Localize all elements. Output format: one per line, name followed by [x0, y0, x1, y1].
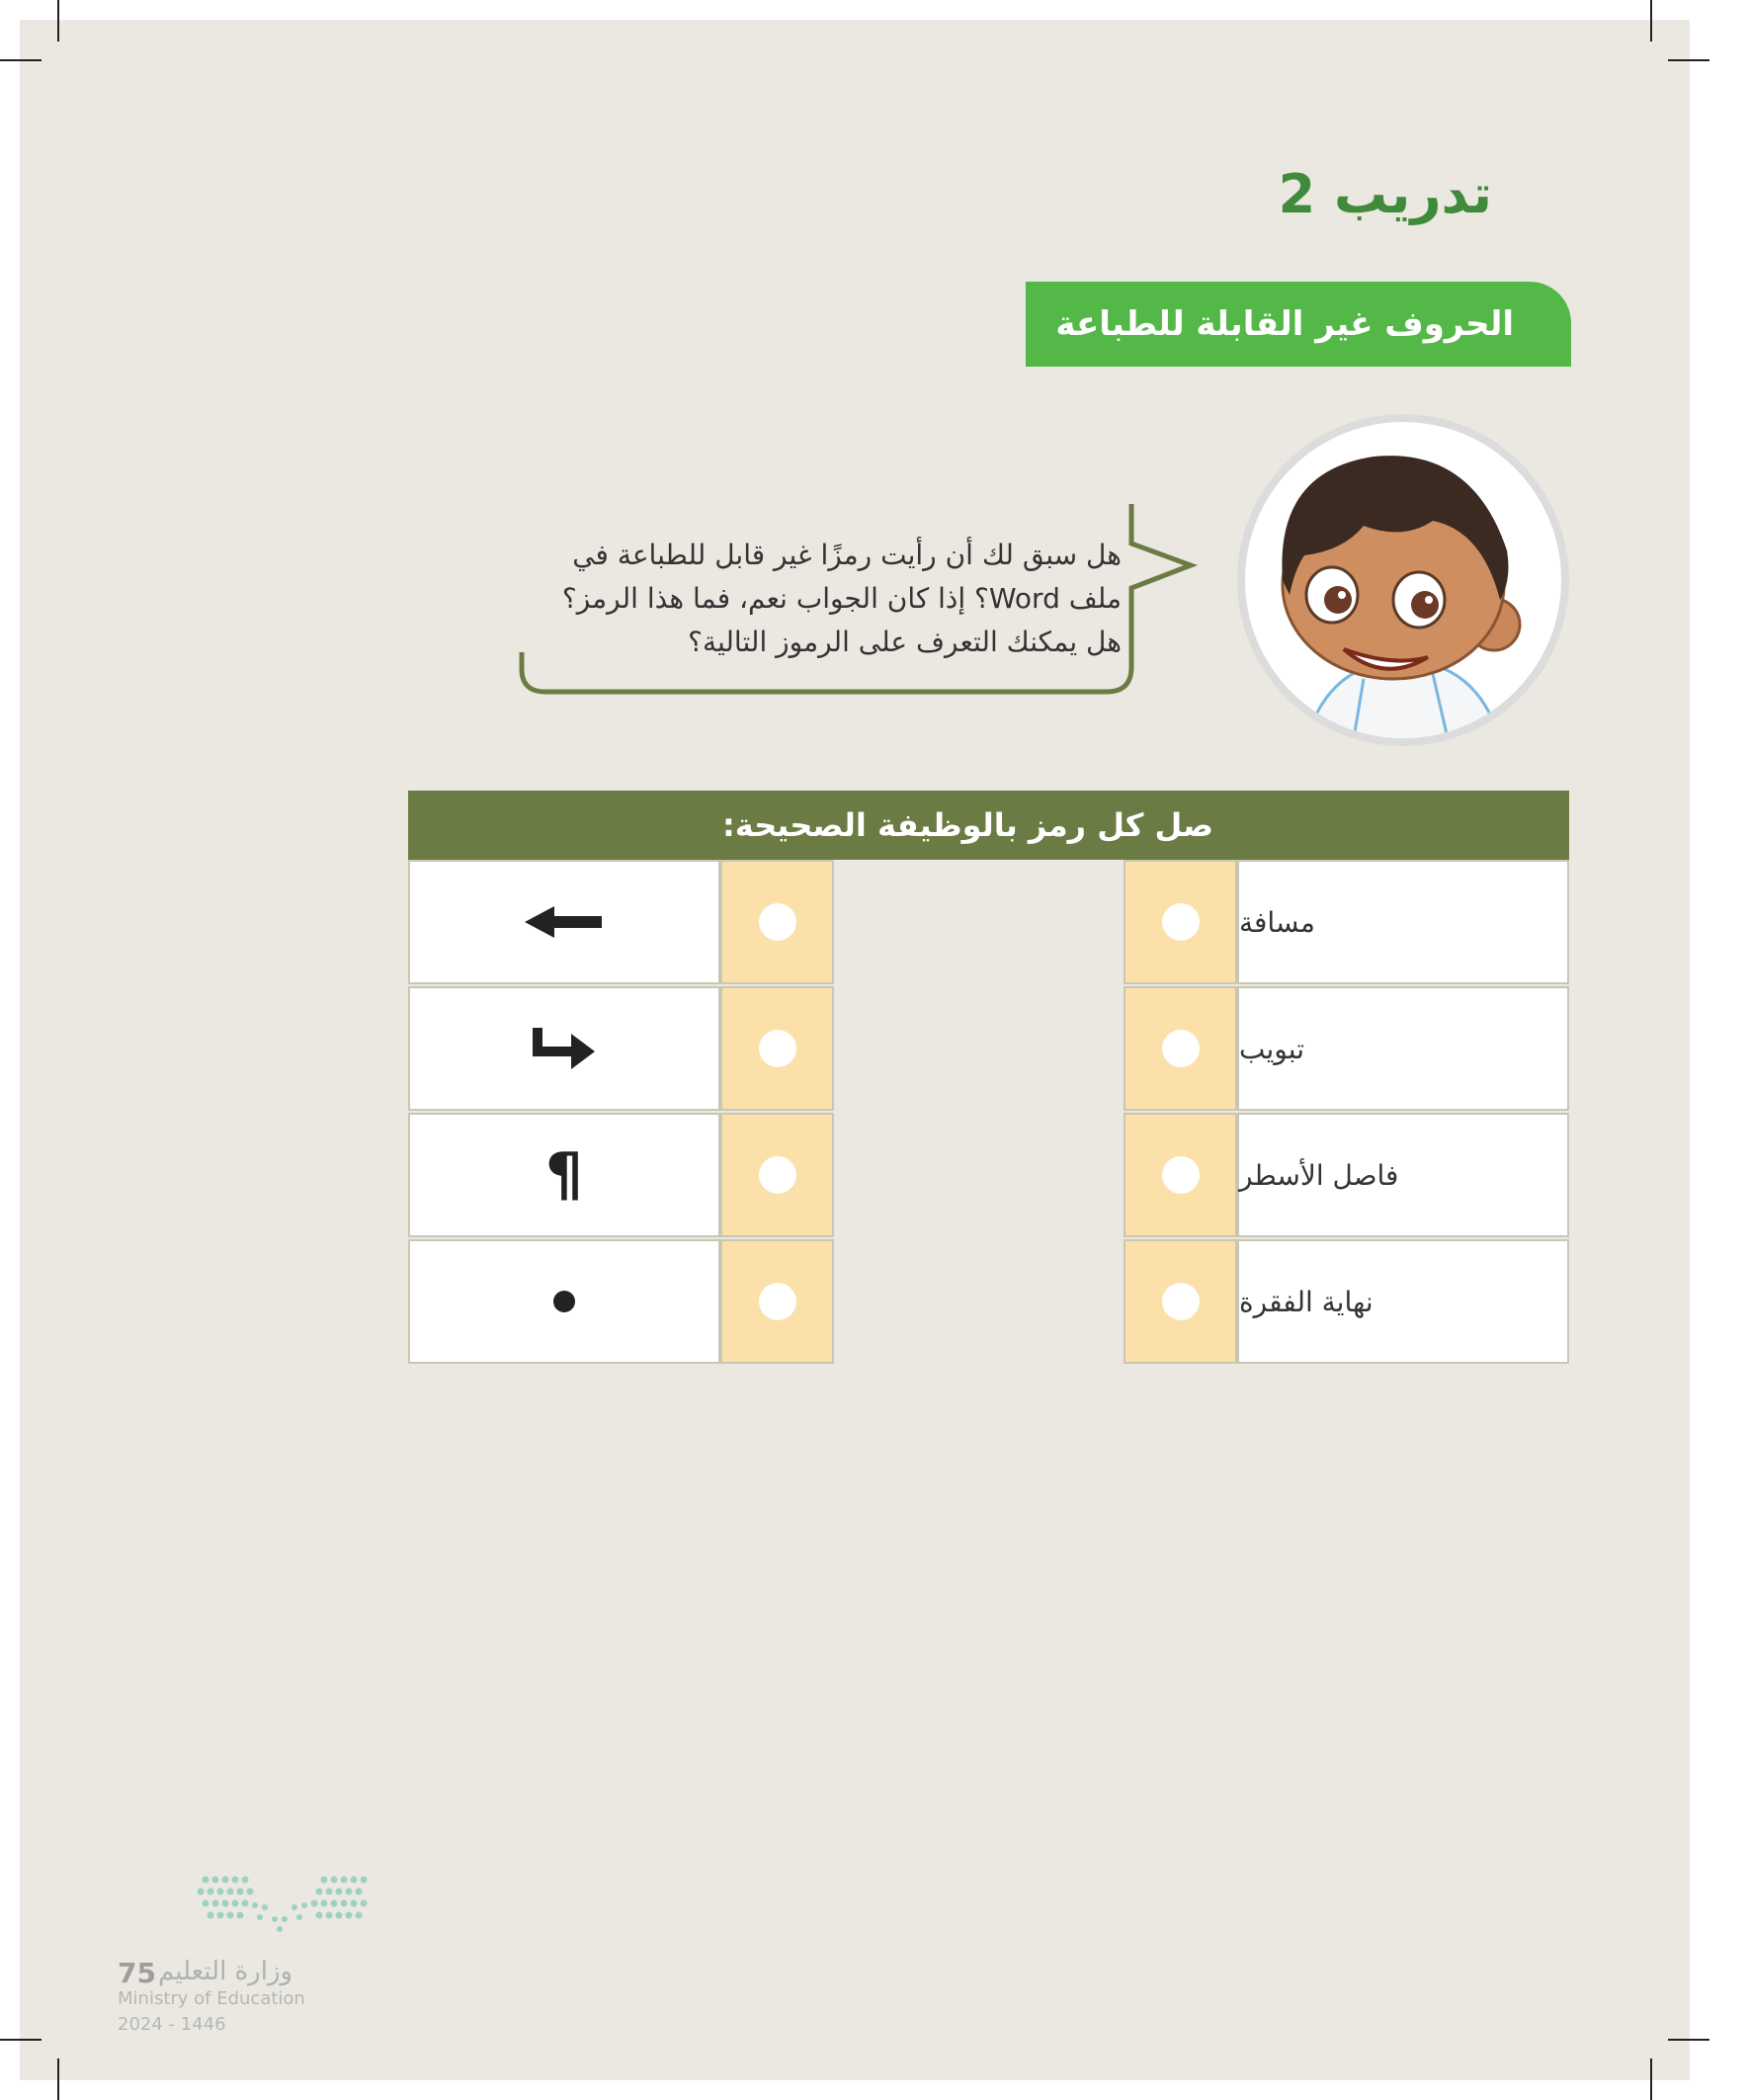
- return-arrow-symbol: [530, 1024, 599, 1073]
- bubble-line: ملف Word؟ إذا كان الجواب نعم، فما هذا الرمز؟: [561, 582, 1122, 615]
- connector-dot[interactable]: [1162, 903, 1200, 941]
- symbol-row: [408, 986, 834, 1111]
- topic-banner: [1026, 282, 1571, 367]
- ministry-name-english: Ministry of Education: [118, 1988, 305, 2009]
- symbol-dot-cell[interactable]: [720, 1113, 834, 1237]
- crop-mark: [1668, 59, 1709, 61]
- connector-dot[interactable]: [1162, 1030, 1200, 1067]
- middle-dot-symbol: [553, 1291, 575, 1312]
- function-dot-cell[interactable]: [1124, 860, 1237, 984]
- function-row: [1124, 860, 1569, 984]
- function-row: [1124, 1239, 1569, 1364]
- connector-dot[interactable]: [1162, 1156, 1200, 1194]
- exercise-title: تدريب 2: [1278, 163, 1492, 225]
- bubble-line: هل يمكنك التعرف على الرموز التالية؟: [688, 626, 1122, 658]
- crop-mark: [1668, 2039, 1709, 2041]
- boy-avatar: [1235, 412, 1571, 748]
- function-label: نهاية الفقرة: [1237, 1239, 1569, 1364]
- pilcrow-symbol: ¶: [544, 1140, 584, 1210]
- function-dot-cell[interactable]: [1124, 986, 1237, 1111]
- connector-dot[interactable]: [759, 903, 796, 941]
- speech-bubble-text: [534, 534, 1122, 664]
- function-label: فاصل الأسطر: [1237, 1113, 1569, 1237]
- symbol-cell: [408, 860, 720, 984]
- crop-mark: [0, 59, 42, 61]
- edition-year: 2024 - 1446: [118, 2014, 226, 2035]
- symbol-cell: [408, 1113, 720, 1237]
- function-row: [1124, 986, 1569, 1111]
- connector-dot[interactable]: [759, 1030, 796, 1067]
- matching-instruction: صل كل رمز بالوظيفة الصحيحة:: [721, 806, 1213, 844]
- symbol-cell: [408, 986, 720, 1111]
- textbook-page: [20, 20, 1690, 2080]
- symbols-column: [408, 860, 834, 1364]
- symbol-dot-cell[interactable]: [720, 1239, 834, 1364]
- crop-mark: [1650, 0, 1652, 42]
- symbol-dot-cell[interactable]: [720, 860, 834, 984]
- symbol-row: [408, 1113, 834, 1237]
- bubble-line: هل سبق لك أن رأيت رمزًا غير قابل للطباعة في: [572, 539, 1122, 571]
- function-dot-cell[interactable]: [1124, 1239, 1237, 1364]
- function-label: مسافة: [1237, 860, 1569, 984]
- symbol-row: [408, 1239, 834, 1364]
- crop-mark: [1650, 2058, 1652, 2100]
- connector-dot[interactable]: [759, 1156, 796, 1194]
- symbol-dot-cell[interactable]: [720, 986, 834, 1111]
- left-arrow-symbol: [525, 902, 604, 942]
- ministry-name-arabic: وزارة التعليم: [158, 1957, 293, 1986]
- function-row: [1124, 1113, 1569, 1237]
- symbol-row: [408, 860, 834, 984]
- crop-mark: [57, 0, 59, 42]
- connector-dot[interactable]: [1162, 1283, 1200, 1320]
- crop-mark: [0, 2039, 42, 2041]
- function-label: تبويب: [1237, 986, 1569, 1111]
- crop-mark: [57, 2058, 59, 2100]
- connector-dot[interactable]: [759, 1283, 796, 1320]
- functions-column: [1124, 860, 1569, 1364]
- function-dot-cell[interactable]: [1124, 1113, 1237, 1237]
- page-number: 75: [118, 1957, 156, 1989]
- topic-label: الحروف غير القابلة للطباعة: [1055, 304, 1514, 344]
- matching-instruction-bar: [408, 791, 1569, 860]
- symbol-cell: [408, 1239, 720, 1364]
